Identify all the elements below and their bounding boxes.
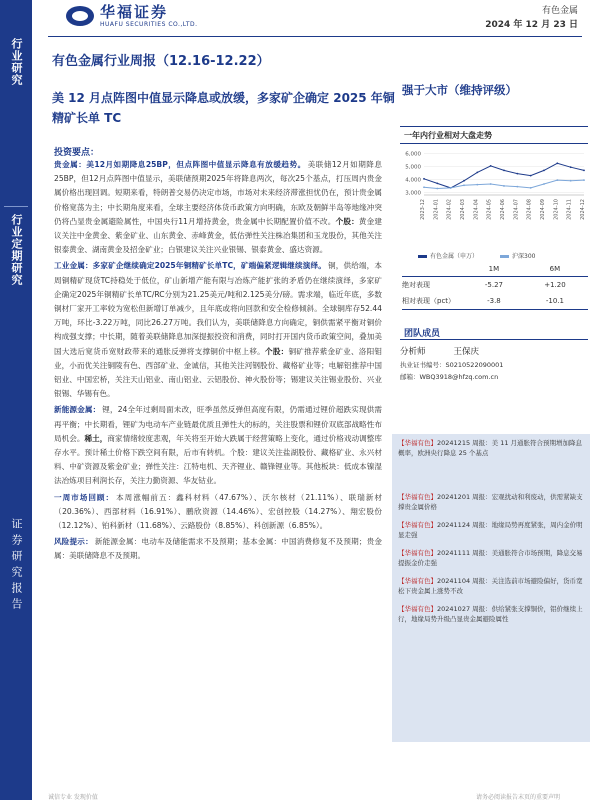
related-report-item[interactable] bbox=[398, 520, 584, 540]
paragraph-key: 稀土， bbox=[84, 433, 108, 443]
series-point-1 bbox=[530, 187, 532, 189]
paragraph-key: 个股： bbox=[335, 216, 359, 226]
performance-value-6m: -10.1 bbox=[522, 293, 588, 310]
series-point-0 bbox=[543, 170, 545, 172]
related-report-text: 20241124 周报：地缘局势再度紧张，周内金价明显走强 bbox=[398, 521, 583, 539]
paragraph-text: 锂，24全年过剩局面未改，旺季虽然反弹但高度有限，仍需通过锂价超跌实现供需再平衡；中长期看，锂矿为电动车产业链最优质且弹性大的标的，关注股票和锂价双底部战略性布局机会。 bbox=[54, 405, 382, 443]
performance-table bbox=[402, 262, 588, 310]
paragraph-tail: 商家情绪较度悲观，年关将至开始大跌属于经营策略上变化，通过价格戏动调整库存水平。预计稀土价格下跌空间有限，后市有转机。个股：建议关注盐湖股份、藏格矿业、永兴材料、中矿资源及紫金矿业；弹性关注：江特电机、天齐锂业、赣锋锂业等。其他板块：低成本镍湿法冶炼项目利润长存，关注力勤资源、华友钴业。 bbox=[54, 433, 383, 486]
related-report-item[interactable] bbox=[398, 576, 584, 596]
analyst-role: 分析师 bbox=[400, 347, 426, 357]
sidebar-block-periodic bbox=[0, 214, 32, 324]
x-tick-label: 2024-05 bbox=[486, 199, 493, 220]
paragraph-text: 铜，供给端，本周铜精矿现货TC持稳处于低位，矿山新增产能有限与冶炼产能扩张的矛盾仍在继续演绎，多家矿企确定2025年铜精矿长单TC/RC分别为21.25美元/吨和2.125美分/磅。需求端，临近年底，多数铜材厂家开工率较为宽松但新增订单减少，且年底或将向回款和安全检修倾斜。全球铜库存52.44万吨，环比-3.22万吨，同比26.27万吨。我们认为，美联储降息方向确定，铜供需紧平衡对铜价构成强支撑；中长期，随着美联储降息加深提振投资和消费，同时打开国内货币政策空间，叠加美国大选后宽货币宽财政带来的通胀反弹将支撑铜价中枢上移。 bbox=[54, 261, 382, 356]
paragraph-key: 个股： bbox=[265, 346, 289, 356]
paragraph-precious-metals bbox=[54, 158, 382, 257]
series-point-1 bbox=[463, 184, 465, 186]
company-logo bbox=[66, 4, 198, 28]
y-tick-label: 5,000 bbox=[405, 164, 421, 171]
chart-legend bbox=[418, 251, 535, 260]
performance-header-row bbox=[402, 262, 588, 277]
x-tick-label: 2024-09 bbox=[540, 199, 546, 220]
paragraph-text: 美联储12月如期降息25BP，但12月点阵图中值显示，美联储预期2025年将降息两次，每次25个基点，打压周内贵金属价格出现回调。短期来看，特朗普交易仍决定市场，市场对未来经济滞涨担忧仍在，预计贵金属价格宽荡为主；中长期角度来看，全球主要经济体货币政策方向明确，东欧及朝鲜半岛等地缘冲突仍将凸显贵金属避险属性，中国央行11月增持黄金，贵金属中长期配置价值不改。 bbox=[54, 160, 382, 226]
related-report-text: 20241111 周报：美通胀符合市场预期，降息交易提振金价走强 bbox=[398, 549, 583, 567]
sidebar-divider bbox=[4, 206, 28, 207]
footer-left: 诚信专业 发现价值 bbox=[48, 794, 98, 801]
related-report-tag: 【华福有色】 bbox=[398, 577, 437, 585]
related-report-item[interactable] bbox=[398, 492, 584, 512]
paragraph-text: 新能源金属：电动车及储能需求不及预期；基本金属：中国消费修复不及预期；贵金属：美联储降息不及预期。 bbox=[54, 537, 383, 561]
paragraph-tail: 黄金建议关注中金黄金、紫金矿业、山东黄金、赤峰黄金，低估弹性关注株冶集团和玉龙股份，其他关注银泰黄金、湖南黄金及招金矿业；白银建议关注兴业银锡、银泰黄金、盛达资源。 bbox=[54, 216, 382, 255]
series-point-1 bbox=[583, 179, 585, 181]
logo-mark-icon bbox=[66, 6, 94, 26]
series-point-1 bbox=[490, 183, 492, 185]
legend-item-sector bbox=[418, 251, 478, 260]
x-tick-label: 2024-08 bbox=[526, 199, 533, 220]
related-report-tag: 【华福有色】 bbox=[398, 605, 437, 613]
header-meta bbox=[485, 4, 578, 32]
page-header bbox=[0, 0, 600, 40]
paragraph-text: 本周涨幅前五：鑫科材料（47.67%）、沃尔核材（21.11%）、联瑞新材（20.36%）、西部材料（16.91%）、鹏欣资源（14.46%）、宏创控股（14.27%）、翔宏股份（12.12%）、铂科新材（11.68%）、云路股份（8.85%）、科创新源（6.85%）。 bbox=[54, 492, 382, 531]
header-date: 2024 年 12 月 23 日 bbox=[485, 20, 578, 30]
paragraph-market-review bbox=[54, 491, 382, 534]
related-report-tag: 【华福有色】 bbox=[398, 439, 437, 447]
series-point-0 bbox=[463, 180, 465, 182]
logo-name-en: HUAFU SECURITIES CO.,LTD. bbox=[100, 21, 198, 28]
report-subtitle: 美 12 月点阵图中值显示降息或放缓，多家矿企确定 2025 年铜精矿长单 TC bbox=[52, 91, 395, 125]
x-tick-label: 2024-07 bbox=[513, 199, 520, 220]
related-report-item[interactable] bbox=[398, 604, 584, 624]
paragraph-lead: 风险提示： bbox=[54, 537, 93, 547]
team-rule bbox=[400, 339, 588, 340]
series-point-0 bbox=[556, 162, 558, 164]
related-report-tag: 【华福有色】 bbox=[398, 549, 437, 557]
performance-header-cell: 1M bbox=[466, 262, 522, 277]
related-report-text: 20241201 周报：宏观扰动和利废动，供需紧缺支撑贵金属价格 bbox=[398, 493, 583, 511]
related-report-item[interactable] bbox=[398, 438, 584, 458]
y-tick-label: 6,000 bbox=[405, 151, 421, 158]
performance-row bbox=[402, 293, 588, 310]
paragraph-risk bbox=[54, 535, 382, 563]
series-point-1 bbox=[476, 184, 478, 186]
chart-title-rule bbox=[400, 143, 588, 144]
series-point-0 bbox=[570, 166, 572, 168]
sidebar-block-report bbox=[0, 518, 32, 628]
sidebar-block-industry bbox=[0, 38, 32, 108]
legend-label-sector: 有色金属（申万） bbox=[430, 253, 479, 260]
analyst-line bbox=[400, 345, 479, 357]
analyst-name: 王保庆 bbox=[453, 347, 480, 357]
header-rule bbox=[48, 36, 582, 37]
series-point-0 bbox=[423, 178, 425, 180]
series-point-1 bbox=[436, 188, 438, 190]
series-point-1 bbox=[516, 186, 518, 188]
legend-label-index: 沪深300 bbox=[512, 253, 536, 260]
paragraph-tail: 铜矿推荐紫金矿业、洛阳钼业，小而优关注铜陵有色、西部矿业、金诚信，其他关注河钢股份、藏格矿业等；电解铝推荐中国铝业、中国宏桥，关注天山铝业、南山铝业、云铝股份、神火股份等；锡建议关注锡业股份、兴业银锡、华锡有色。 bbox=[54, 346, 383, 399]
x-tick-label: 2024-11 bbox=[566, 199, 573, 220]
chart-title: 一年内行业相对大盘走势 bbox=[404, 131, 492, 140]
y-tick-label: 3,000 bbox=[405, 190, 421, 197]
x-tick-label: 2024-06 bbox=[500, 199, 506, 220]
analyst-email[interactable]: 邮箱：WBQ3918@hfzq.com.cn bbox=[400, 373, 499, 381]
paragraph-lead: 一周市场回顾： bbox=[54, 492, 115, 502]
series-point-0 bbox=[490, 165, 492, 167]
series-line-0 bbox=[424, 163, 584, 188]
footer-right: 请务必阅读报告末页的重要声明 bbox=[475, 794, 560, 801]
paragraph-lead: 贵金属：美12月如期降息25BP，但点阵图中值显示降息有放缓趋势。 bbox=[54, 160, 306, 169]
performance-row-label: 绝对表现 bbox=[402, 281, 430, 289]
paragraph-industrial-metals bbox=[54, 259, 382, 401]
series-point-1 bbox=[556, 179, 558, 181]
industry-rating: 强于大市（维持评级） bbox=[402, 83, 517, 97]
report-title: 有色金属行业周报（12.16-12.22） bbox=[52, 54, 270, 69]
y-tick-label: 4,000 bbox=[405, 177, 421, 184]
x-tick-label: 2024-03 bbox=[460, 199, 466, 220]
performance-value-1m: -3.8 bbox=[466, 293, 522, 310]
left-sidebar bbox=[0, 0, 32, 800]
analyst-certificate: 执业证书编号：S0210522090001 bbox=[400, 361, 504, 369]
series-point-1 bbox=[570, 180, 572, 182]
performance-value-6m: +1.20 bbox=[544, 281, 566, 289]
series-point-1 bbox=[503, 185, 505, 187]
x-tick-label: 2024-10 bbox=[553, 199, 560, 220]
series-point-0 bbox=[516, 173, 518, 175]
x-tick-label: 2024-04 bbox=[473, 199, 480, 220]
team-heading: 团队成员 bbox=[404, 329, 441, 339]
header-industry: 有色金属 bbox=[541, 6, 578, 16]
series-point-0 bbox=[530, 175, 532, 177]
paragraph-new-energy-metals bbox=[54, 403, 382, 488]
x-tick-label: 2023-12 bbox=[420, 199, 426, 220]
paragraph-lead: 新能源金属： bbox=[54, 405, 101, 415]
series-point-0 bbox=[436, 182, 438, 184]
x-tick-label: 2024-12 bbox=[580, 199, 586, 220]
sidebar-label-report: 证券研究报告 bbox=[10, 518, 23, 614]
sidebar-label-industry: 行业研究 bbox=[10, 38, 23, 86]
logo-name-cn: 华福证券 bbox=[100, 3, 169, 21]
x-tick-label: 2024-02 bbox=[446, 199, 453, 220]
paragraph-lead: 工业金属：多家矿企继续确定2025年铜精矿长单TC，矿端偏紧逻辑继续演绎。 bbox=[54, 261, 326, 271]
sidebar-label-periodic: 行业定期研究 bbox=[10, 214, 23, 286]
performance-value-1m: -5.27 bbox=[484, 281, 503, 289]
relative-trend-chart bbox=[398, 145, 588, 250]
series-point-0 bbox=[583, 170, 585, 172]
related-report-tag: 【华福有色】 bbox=[398, 493, 437, 501]
performance-row-label: 相对表现（pct） bbox=[402, 293, 466, 310]
performance-header-cell: 6M bbox=[522, 262, 588, 277]
series-point-0 bbox=[503, 170, 505, 172]
chart-top-rule bbox=[400, 126, 588, 127]
related-report-text: 20241027 周报：供给紧张支撑铜价，铝价继续上行，地缘局势升级凸显贵金属避险属性 bbox=[398, 605, 583, 623]
investment-points-heading: 投资要点： bbox=[54, 148, 100, 158]
legend-item-index bbox=[500, 251, 535, 260]
related-report-tag: 【华福有色】 bbox=[398, 521, 437, 529]
series-point-0 bbox=[476, 171, 478, 173]
investment-points-body bbox=[54, 158, 382, 566]
related-report-item[interactable] bbox=[398, 548, 584, 568]
x-tick-label: 2024-01 bbox=[433, 199, 440, 220]
performance-header-cell bbox=[402, 262, 466, 277]
related-report-text: 20241104 周报：关注选前市场避险偏好，货币宽松下贵金属上涨势不改 bbox=[398, 577, 583, 595]
series-point-1 bbox=[423, 186, 425, 188]
related-reports-panel bbox=[392, 434, 590, 742]
performance-row bbox=[402, 277, 588, 294]
legend-swatch-index bbox=[500, 255, 509, 258]
series-point-1 bbox=[450, 187, 452, 189]
related-report-text: 20241215 周报：美 11 月通胀符合预期增加降息概率，欧洲央行降息 25 个基点 bbox=[398, 439, 583, 457]
legend-swatch-sector bbox=[418, 255, 427, 258]
series-point-1 bbox=[543, 183, 545, 185]
